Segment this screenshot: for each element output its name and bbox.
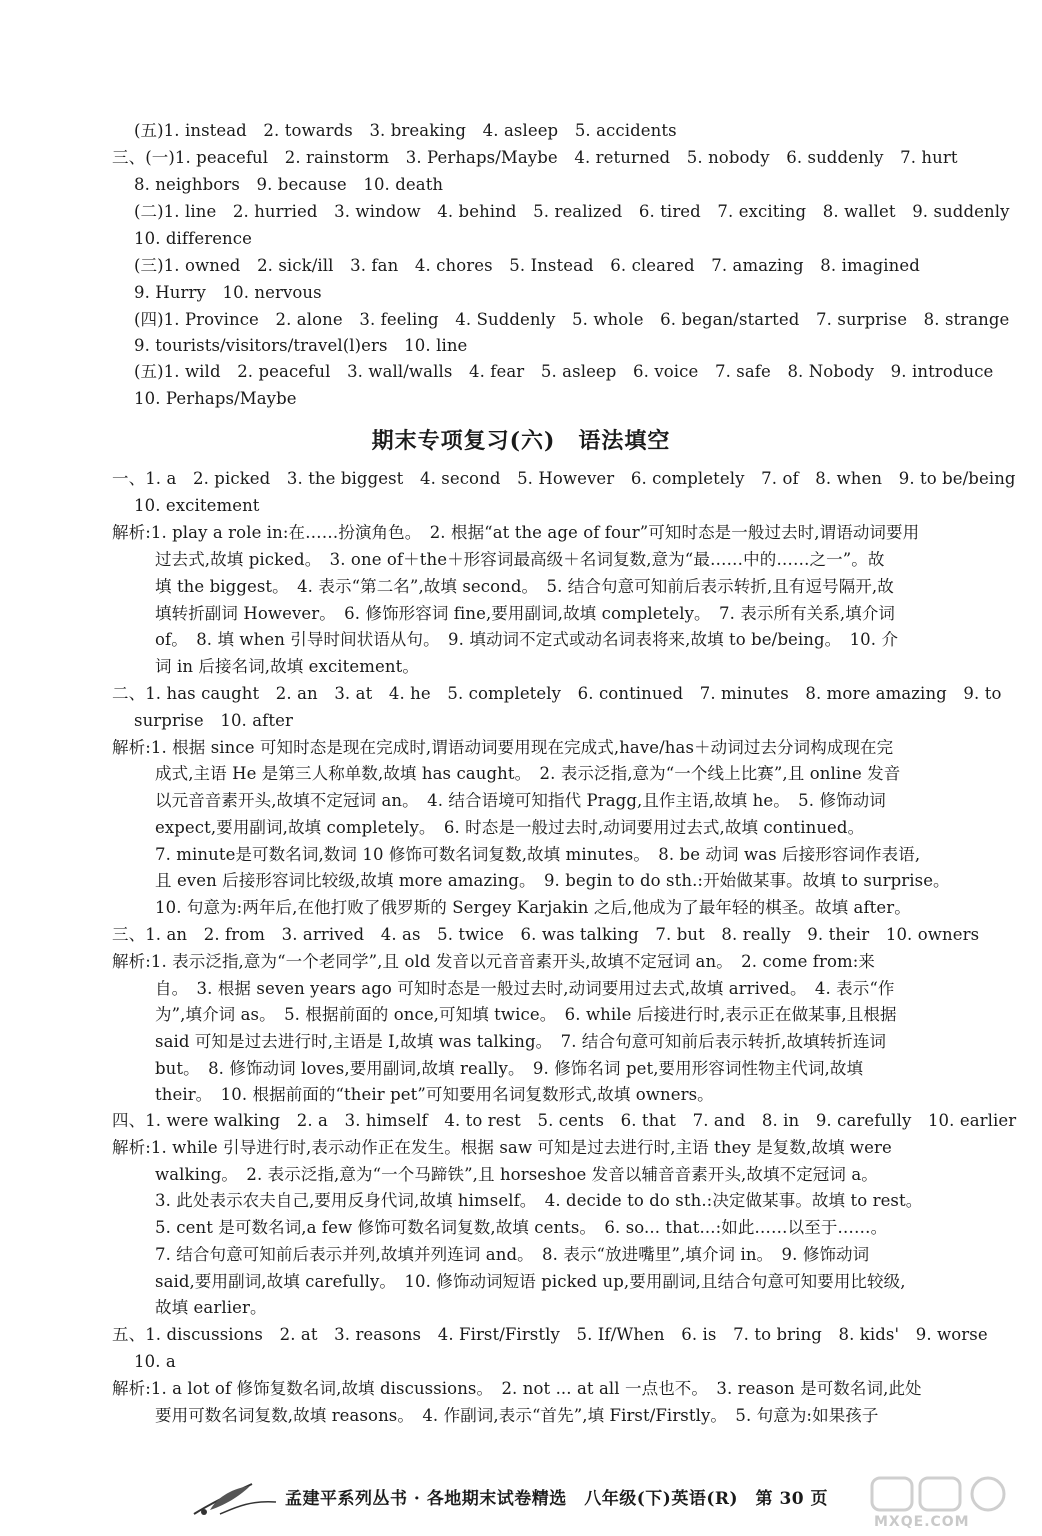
part3-line: 9. tourists/visitors/travel(l)ers 10. line: [134, 336, 468, 355]
q2-analysis: 成式,主语 He 是第三人称单数,故填 has caught。 2. 表示泛指,意为“一个线上比赛”,且 online 发音: [155, 764, 901, 783]
q1-analysis: 过去式,故填 picked。 3. one of＋the＋形容词最高级＋名词复数,意为“最……中的……之一”。故: [155, 550, 885, 569]
watermark-text: MXQE.COM: [874, 1514, 970, 1530]
watermark: [868, 1474, 1018, 1532]
q3-analysis: 解析:1. 表示泛指,意为“一个老同学”,且 old 发音以元音音素开头,故填不定冠词 an。 2. come from:来: [112, 952, 876, 971]
part3-line: (五)1. wild 2. peaceful 3. wall/walls 4. fear 5. asleep 6. voice 7. safe 8. Nobody 9. introduce: [134, 362, 994, 381]
q1-analysis: 解析:1. play a role in:在……扮演角色。 2. 根据“at the age of four”可知时态是一般过去时,谓语动词要用: [112, 523, 920, 542]
q2-analysis: 10. 句意为:两年后,在他打败了俄罗斯的 Sergey Karjakin 之后,他成为了最年轻的棋圣。故填 after。: [155, 898, 911, 917]
part3-line: 9. Hurry 10. nervous: [134, 283, 322, 302]
q3-analysis: but。 8. 修饰动词 loves,要用副词,故填 really。 9. 修饰名词 pet,要用形容词性物主代词,故填: [155, 1059, 864, 1078]
q4-analysis: 7. 结合句意可知前后表示并列,故填并列连词 and。 8. 表示“放进嘴里”,填介词 in。 9. 修饰动词: [155, 1245, 870, 1264]
q4-analysis: 故填 earlier。: [155, 1298, 267, 1317]
part3-line: 8. neighbors 9. because 10. death: [134, 175, 444, 194]
part3-line: (二)1. line 2. hurried 3. window 4. behind 5. realized 6. tired 7. exciting 8. wallet 9. suddenly: [134, 202, 1010, 221]
q3-analysis: said 可知是过去进行时,主语是 I,故填 was talking。 7. 结合句意可知前后表示转折,故填转折连词: [155, 1032, 887, 1051]
part3-line: 10. Perhaps/Maybe: [134, 389, 297, 408]
q1-analysis: of。 8. 填 when 引导时间状语从句。 9. 填动词不定式或动名词表将来,故填 to be/being。 10. 介: [155, 630, 899, 649]
q5-answers: 五、1. discussions 2. at 3. reasons 4. First/Firstly 5. If/When 6. is 7. to bring 8. kids' 9. worse: [112, 1325, 988, 1344]
section-title: 期末专项复习(六) 语法填空: [371, 428, 671, 454]
watermark-logo-icon: [868, 1474, 1018, 1514]
q3-analysis: 为”,填介词 as。 5. 根据前面的 once,可知填 twice。 6. while 后接进行时,表示正在做某事,且根据: [155, 1005, 897, 1024]
q4-analysis: 解析:1. while 引导进行时,表示动作正在发生。根据 saw 可知是过去进行时,主语 they 是复数,故填 were: [112, 1138, 892, 1157]
q5-analysis: 要用可数名词复数,故填 reasons。 4. 作副词,表示“首先”,填 First/Firstly。 5. 句意为:如果孩子: [155, 1406, 879, 1425]
q2-answers: 二、1. has caught 2. an 3. at 4. he 5. completely 6. continued 7. minutes 8. more amazing 9. to: [112, 684, 1002, 703]
page-footer: [0, 1474, 1042, 1534]
q4-analysis: 5. cent 是可数名词,a few 修饰可数名词复数,故填 cents。 6. so... that...:如此……以至于……。: [155, 1218, 888, 1237]
q5-answers: 10. a: [134, 1352, 176, 1371]
q1-analysis: 填 the biggest。 4. 表示“第二名”,故填 second。 5. 结合句意可知前后表示转折,且有逗号隔开,故: [155, 577, 894, 596]
q1-answers: 一、1. a 2. picked 3. the biggest 4. second 5. However 6. completely 7. of 8. when 9. to be/being: [112, 469, 1016, 488]
part3-line: 10. difference: [134, 229, 252, 248]
q2-analysis: expect,要用副词,故填 completely。 6. 时态是一般过去时,动词要用过去式,故填 continued。: [155, 818, 865, 837]
q4-answers: 四、1. were walking 2. a 3. himself 4. to rest 5. cents 6. that 7. and 8. in 9. carefully 10. earlier: [112, 1111, 1017, 1130]
q2-analysis: 以元音音素开头,故填不定冠词 an。 4. 结合语境可知指代 Pragg,且作主语,故填 he。 5. 修饰动词: [155, 791, 886, 810]
q4-analysis: said,要用副词,故填 carefully。 10. 修饰动词短语 picked up,要用副词,且结合句意可知要用比较级,: [155, 1272, 906, 1291]
q5-analysis: 解析:1. a lot of 修饰复数名词,故填 discussions。 2. not ... at all 一点也不。 3. reason 是可数名词,此处: [112, 1379, 922, 1398]
q3-answers: 三、1. an 2. from 3. arrived 4. as 5. twice 6. was talking 7. but 8. really 9. their 10. owners: [112, 925, 980, 944]
q2-analysis: 解析:1. 根据 since 可知时态是现在完成时,谓语动词要用现在完成式,have/has＋动词过去分词构成现在完: [112, 738, 894, 757]
q1-analysis: 填转折副词 However。 6. 修饰形容词 fine,要用副词,故填 completely。 7. 表示所有关系,填介词: [155, 604, 896, 623]
section-five-answers: (五)1. instead 2. towards 3. breaking 4. asleep 5. accidents: [134, 121, 677, 140]
q2-answers: surprise 10. after: [134, 711, 293, 730]
part3-line: 三、(一)1. peaceful 2. rainstorm 3. Perhaps/Maybe 4. returned 5. nobody 6. suddenly 7. hurt: [112, 148, 958, 167]
q3-analysis: their。 10. 根据前面的“their pet”可知要用名词复数形式,故填 owners。: [155, 1085, 714, 1104]
q1-analysis: 词 in 后接名词,故填 excitement。: [155, 657, 419, 676]
part3-line: (四)1. Province 2. alone 3. feeling 4. Suddenly 5. whole 6. began/started 7. surprise 8. strange: [134, 310, 1010, 329]
q4-analysis: 3. 此处表示农夫自己,要用反身代词,故填 himself。 4. decide to do sth.:决定做某事。故填 to rest。: [155, 1191, 923, 1210]
q2-analysis: 且 even 后接形容词比较级,故填 more amazing。 9. begin to do sth.:开始做某事。故填 to surprise。: [155, 871, 950, 890]
q2-analysis: 7. minute是可数名词,数词 10 修饰可数名词复数,故填 minutes。 8. be 动词 was 后接形容词作表语,: [155, 845, 921, 864]
part3-line: (三)1. owned 2. sick/ill 3. fan 4. chores 5. Instead 6. cleared 7. amazing 8. imagined: [134, 256, 920, 275]
q1-answers: 10. excitement: [134, 496, 260, 515]
footer-text: 孟建平系列丛书 · 各地期末试卷精选 八年级(下)英语(R) 第 30 页: [285, 1489, 829, 1509]
q3-analysis: 自。 3. 根据 seven years ago 可知时态是一般过去时,动词要用过去式,故填 arrived。 4. 表示“作: [155, 979, 895, 998]
q4-analysis: walking。 2. 表示泛指,意为“一个马蹄铁”,且 horseshoe 发音以辅音音素开头,故填不定冠词 a。: [155, 1165, 878, 1184]
feather-logo-icon: [190, 1474, 280, 1520]
